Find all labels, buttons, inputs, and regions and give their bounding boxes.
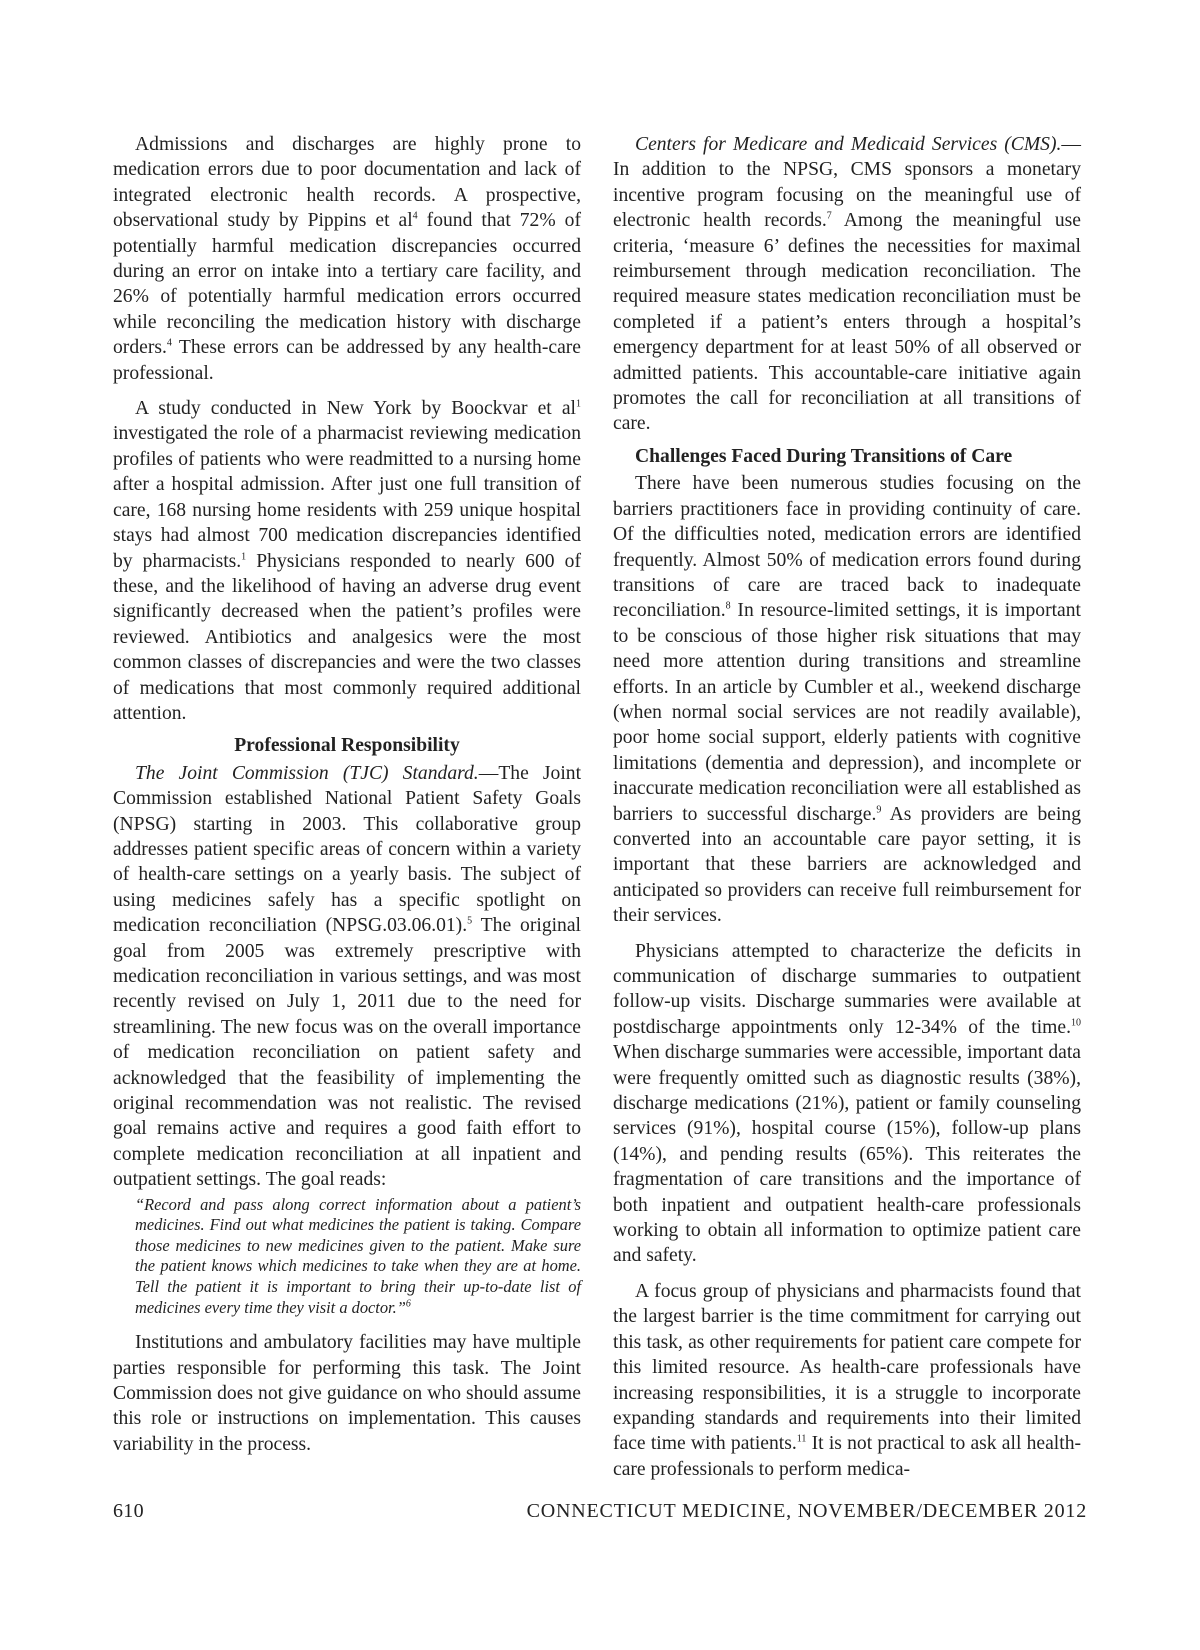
npsg-goal-quote: “Record and pass along correct information about a patient’s medicines. Find out what medicines the patient is taking. Compare those medicines to new medicines given to the patient. Make sure the patient knows which medicines to take when they are at home. Tell the patient it is important to bring their up-to-date list of medicines every time they visit a doctor.”$^6$ — [135, 1194, 581, 1317]
paragraph-barriers: There have been numerous studies focusing on the barriers practitioners face in providing continuity of care. Of the difficulties noted, medication errors are identified frequently. Almost 50% of medication errors found during transitions of care are traced back to inadequate reconciliation.$^8$ In resource-limited settings, it is important to be conscious of those higher risk situations that may need more attention during transitions and streamline efforts. In an article by Cumbler et al., weekend discharge (when normal social services are not readily available), poor home social support, elderly patients with cognitive limitations (dementia and depression), and incomplete or inaccurate medication reconciliation were all established as barriers to successful discharge.$^9$ As providers are being converted into an accountable care payor setting, it is important that these barriers are acknowledged and anticipated so providers can receive full reimbursement for their services. — [613, 473, 1081, 927]
right-column — [613, 132, 1081, 1482]
paragraph-discharge-summaries: Physicians attempted to characterize the deficits in communication of discharge summaries to outpatient follow-up visits. Discharge summaries were available at postdischarge appointments only 12-34% of the time.$^{10}$ When discharge summaries were accessible, important data were frequently omitted such as diagnostic results (38%), discharge medications (21%), patient or family counseling services (91%), hospital course (15%), follow-up plans (14%), and pending results (65%). This reiterates the fragmentation of care transitions and the importance of both inpatient and outpatient health-care professionals working to obtain all information to optimize patient care and safety. — [613, 940, 1081, 1267]
paragraph-admissions: Admissions and discharges are highly prone to medication errors due to poor documentation and lack of integrated electronic health records. A prospective, observational study by Pippins et $al^4$ found that 72% of potentially harmful medication discrepancies occurred during an error on intake into a tertiary care facility, and 26% of potentially harmful medication errors occurred while reconciling the medication history with discharge orders.$^4$ These errors can be addressed by any health-care professional. — [113, 134, 581, 384]
heading-professional-responsibility: Professional Responsibility — [234, 735, 460, 757]
paragraph-cms: Centers for Medicare and Medicaid Services (CMS).—In addition to the NPSG, CMS sponsors a monetary incentive program focusing on the meaningful use of electronic health records.$^7$ Among the meaningful use criteria, ‘measure 6’ defines the necessities for maximal reimbursement through medication reconciliation. The required measure states medication reconciliation must be completed if a patient’s enters through a hospital’s emergency department for at least 50% of all observed or admitted patients. This accountable-care initiative again promotes the call for reconciliation at all transitions of care. — [613, 134, 1081, 435]
tjc-subheading: The Joint Commission (TJC) Standard. — [135, 762, 479, 784]
paragraph-institutions: Institutions and ambulatory facilities may have multiple parties responsible for performing this task. The Joint Commission does not give guidance on who should assume this role or instructions on implementation. This causes variability in the process. — [113, 1332, 581, 1455]
cms-subheading: Centers for Medicare and Medicaid Services (CMS). — [635, 134, 1062, 155]
page-number: 610 — [113, 1500, 144, 1522]
heading-challenges-transitions: Challenges Faced During Transitions of Care — [635, 445, 1013, 467]
left-column — [113, 132, 581, 1457]
paragraph-boockvar-study: A study conducted in New York by Boockvar et $al^1$ investigated the role of a pharmacist reviewing medication profiles of patients who were readmitted to a nursing home after a hospital admission. After just one full transition of care, 168 nursing home residents with 259 unique hospital stays had almost 700 medication discrepancies identified by pharmacists.$^1$ Physicians responded to nearly 600 of these, and the likelihood of having an adverse drug event significantly decreased when the patient’s profiles were reviewed. Antibiotics and analgesics were the most common classes of discrepancies and were the two classes of medications that most commonly required additional attention. — [113, 398, 581, 724]
journal-footer: CONNECTICUT MEDICINE, NOVEMBER/DECEMBER 2012 — [526, 1500, 1087, 1522]
paragraph-focus-group: A focus group of physicians and pharmacists found that the largest barrier is the time commitment for carrying out this task, as other requirements for patient care compete for this limited resource. As health-care professionals have increasing responsibilities, it is a struggle to incorporate expanding standards and requirements into their limited face time with patients.$^{11}$ It is not practical to ask all health-care professionals to perform medica- — [613, 1280, 1082, 1480]
paragraph-tjc-standard: The Joint Commission (TJC) Standard.—The Joint Commission established National Patient Safety Goals (NPSG) starting in 2003. This collaborative group addresses patient specific areas of concern within a variety of health-care settings on a yearly basis. The subject of using medicines safely has a specific spotlight on medication reconciliation (NPSG.03.06.01).$^5$ The original goal from 2005 was extremely prescriptive with medication reconciliation in various settings, and was most recently revised on July 1, 2011 due to the need for streamlining. The new focus was on the overall importance of medication reconciliation on patient safety and acknowledged that the feasibility of implementing the original recommendation was not realistic. The revised goal remains active and requires a good faith effort to complete medication reconciliation at all inpatient and outpatient settings. The goal reads: — [113, 762, 582, 1191]
